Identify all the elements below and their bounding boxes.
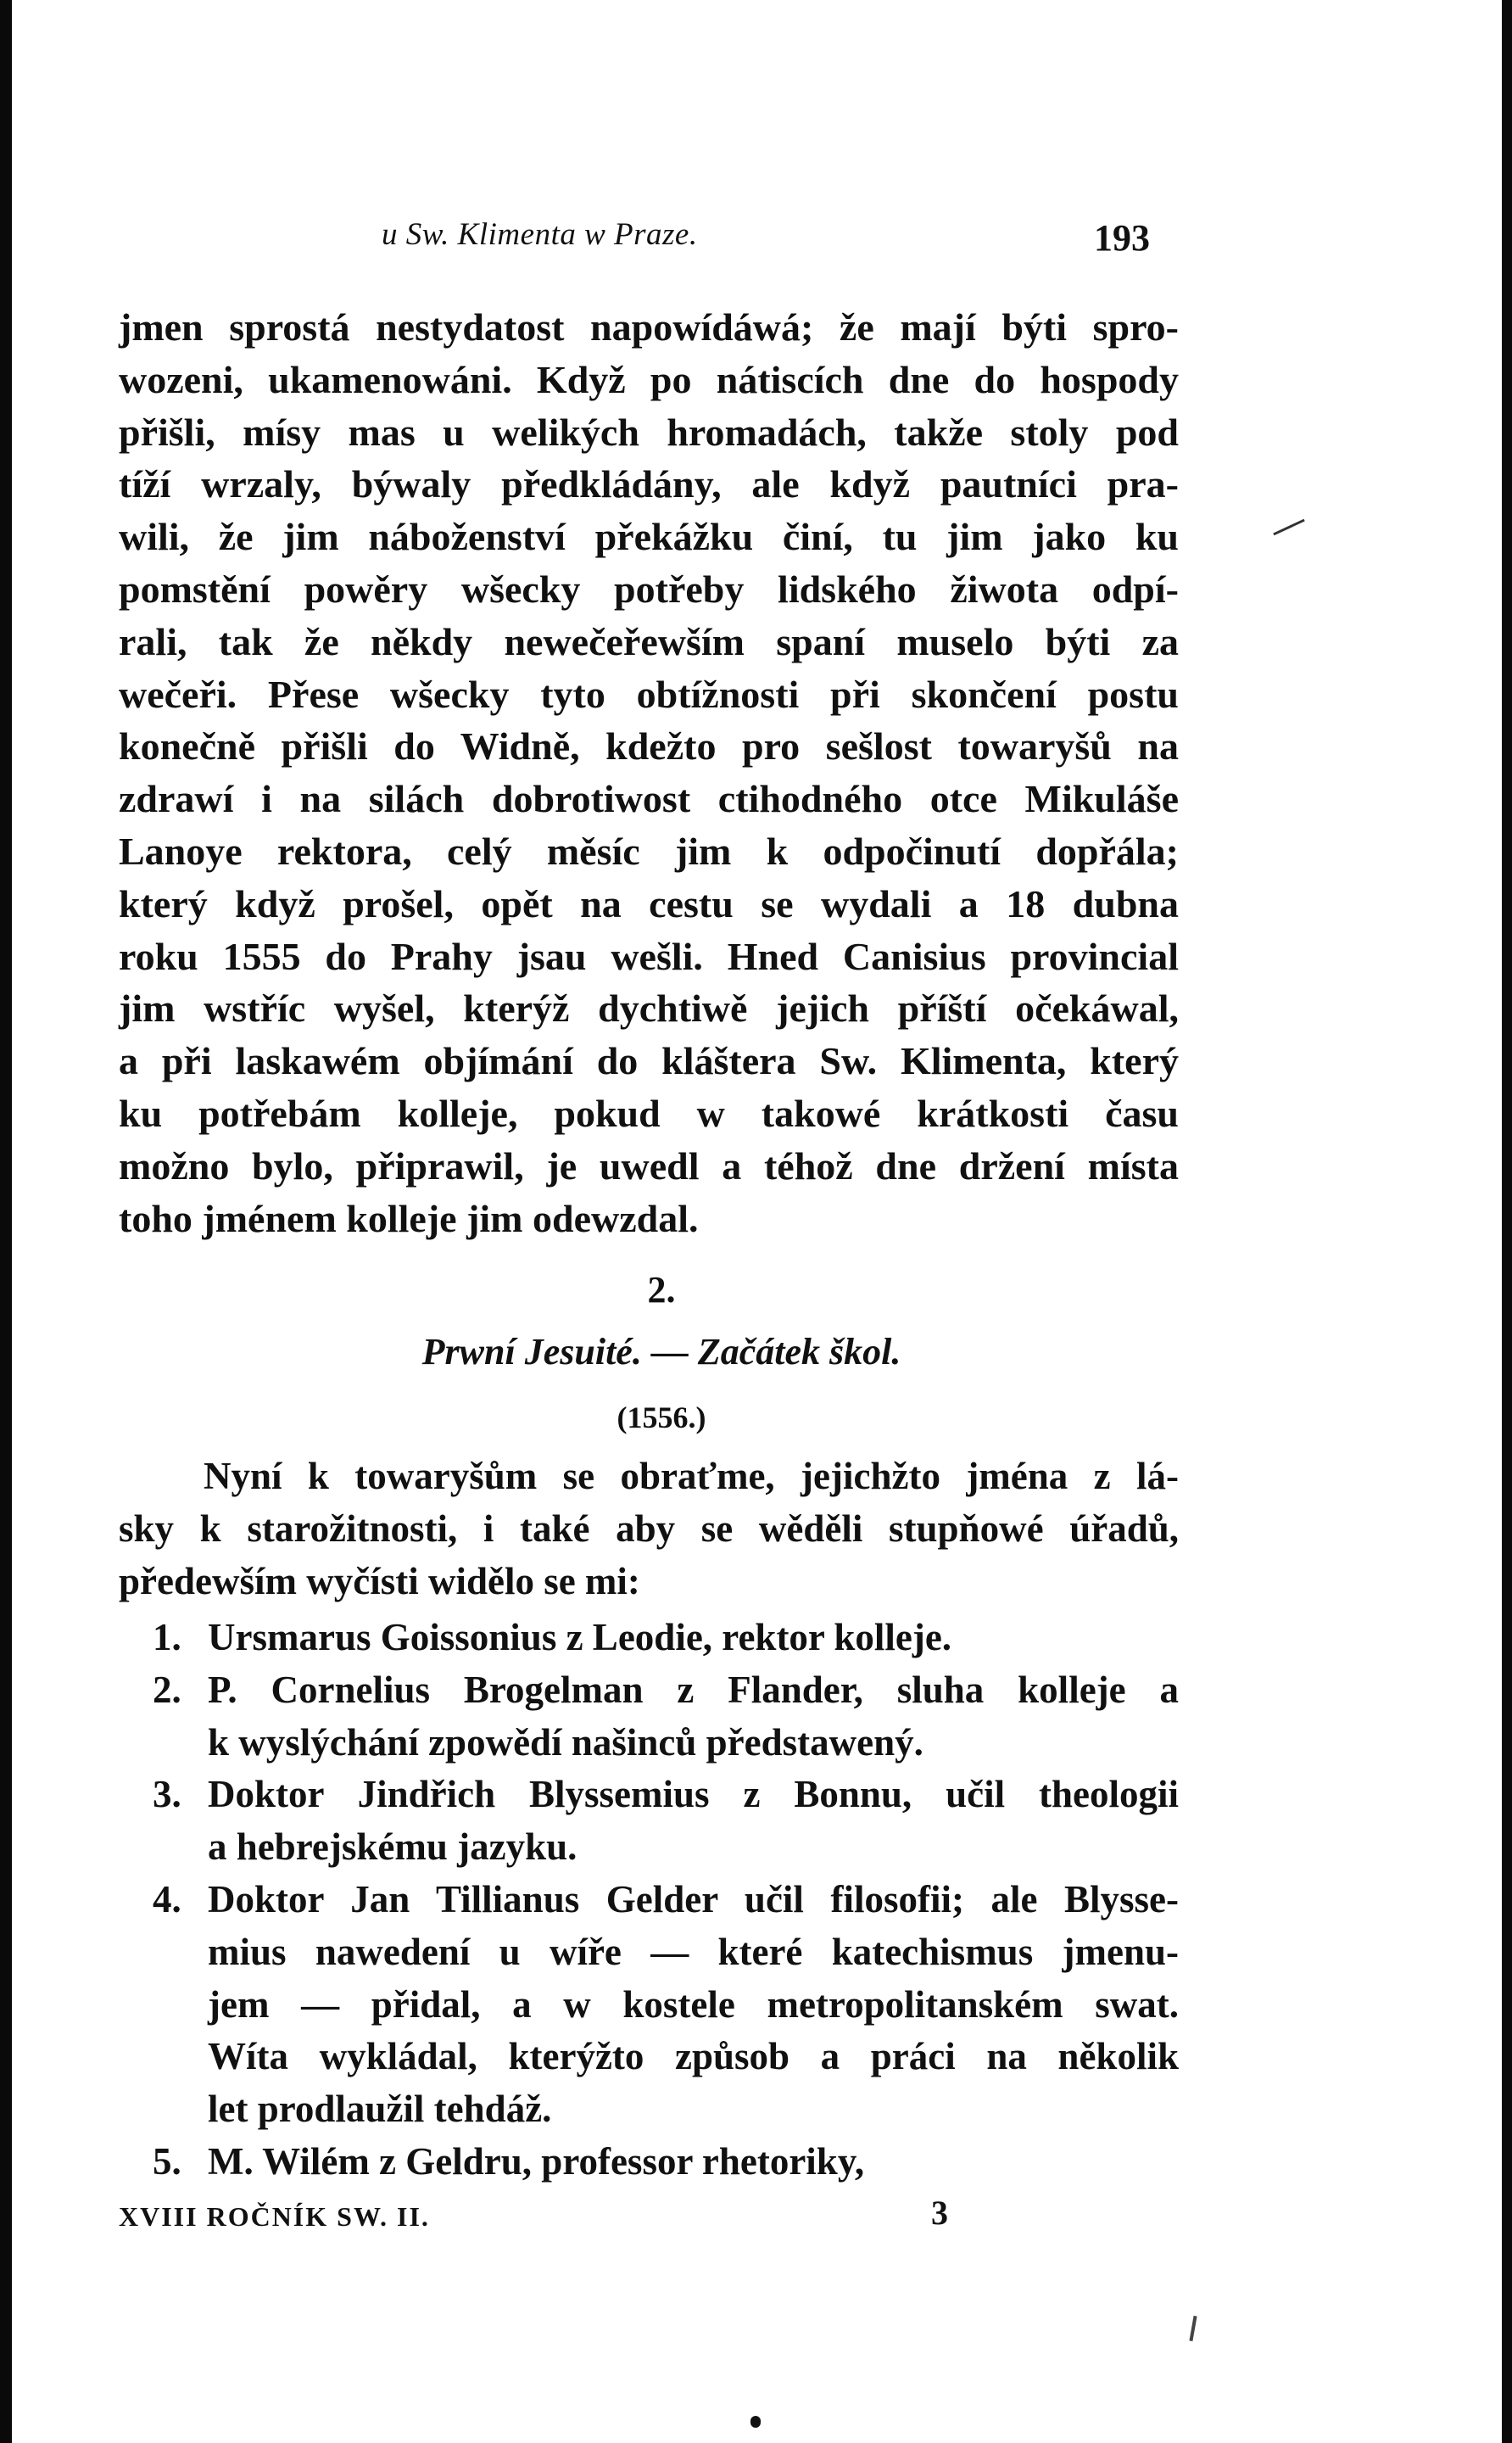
scan-speck xyxy=(1273,519,1305,536)
text-line: konečně přišli do Widně, kdežto pro sešlost towaryšů na xyxy=(119,724,1179,769)
text-line: let prodlaužil tehdáž. xyxy=(208,2088,552,2131)
text-line: k wyslýchání zpowědí našinců předstawený. xyxy=(208,1720,923,1764)
text-line: toho jménem kolleje jim odewzdal. xyxy=(119,1196,699,1240)
text-line: P. Cornelius Brogelman z Flander, sluha kolleje a xyxy=(208,1668,1179,1711)
text-line: a hebrejskému jazyku. xyxy=(208,1825,577,1869)
list-item-number: 3. xyxy=(153,1773,181,1816)
text-line: wozeni, ukamenowáni. Když po nátiscích dne do hospody xyxy=(119,357,1179,401)
page-number: 193 xyxy=(1094,217,1150,259)
section-year: (1556.) xyxy=(617,1400,706,1434)
list-item xyxy=(119,1769,1179,1874)
text-line: pomstění powěry wšecky potřeby lidského žiwota odpí- xyxy=(119,567,1179,611)
list-item-number: 1. xyxy=(153,1616,181,1658)
list-item-number: 5. xyxy=(153,2139,181,2183)
text-line: tíží wrzaly, býwaly předkládány, ale když pautníci pra- xyxy=(119,462,1179,506)
paragraph-2 xyxy=(119,1451,1179,1607)
text-line: přišli, mísy mas u welikých hromadách, takže stoly pod xyxy=(119,410,1179,454)
text-line: rali, tak že někdy newečeřewším spaní muselo býti za xyxy=(119,619,1179,663)
text-line: roku 1555 do Prahy jsau wešli. Hned Canisius provincial xyxy=(119,934,1179,978)
text-line: Doktor Jan Tillianus Gelder učil filosofii; ale Blysse- xyxy=(208,1877,1179,1920)
list-item xyxy=(119,1664,1179,1769)
sheet-signum: 3 xyxy=(931,2194,948,2232)
text-line: zdrawí i na silách dobrotiwost ctihodného otce Mikuláše xyxy=(119,777,1179,821)
text-line: Ursmarus Goissonius z Leodie, rektor kolleje. xyxy=(208,1616,952,1658)
list-item xyxy=(119,1874,1179,2136)
list-item-number: 4. xyxy=(153,1877,181,1920)
scan-border-right xyxy=(1502,0,1512,2443)
text-line: Wíta wykládal, kterýžto způsob a práci na několik xyxy=(208,2035,1179,2078)
running-head: u Sw. Klimenta w Praze. xyxy=(382,217,698,252)
list-item xyxy=(119,2136,1179,2189)
text-line: Nyní k towaryšům se obraťme, jejichžto jména z lá- xyxy=(204,1455,1179,1497)
text-line: jmen sprostá nestydatost napowídáwá; že mají býti spro- xyxy=(119,305,1179,349)
list-item xyxy=(119,1612,1179,1664)
section-number: 2. xyxy=(647,1269,676,1311)
text-line: wili, že jim náboženství překážku činí, tu jim jako ku xyxy=(119,515,1179,559)
text-line: mius nawedení u wíře — které katechismus jmenu- xyxy=(208,1930,1179,1973)
text-line: wečeři. Přese wšecky tyto obtížnosti při skončení postu xyxy=(119,672,1179,716)
printer-signature: XVIII ROČNÍK SW. II. xyxy=(119,2201,430,2232)
member-list xyxy=(119,1612,1179,2189)
text-line: sky k starožitnosti, i také aby se wěděli stupňowé úřadů, xyxy=(119,1507,1179,1550)
section-title: Prwní Jesuité. — Začátek škol. xyxy=(421,1331,901,1372)
paragraph-1 xyxy=(119,301,1179,1244)
text-line: předewším wyčísti widělo se mi: xyxy=(119,1559,640,1602)
text-line: který když prošel, opět na cestu se wydali a 18 dubna xyxy=(119,881,1179,925)
text-line: ku potřebám kolleje, pokud w takowé krátkosti času xyxy=(119,1091,1179,1135)
text-line: M. Wilém z Geldru, professor rhetoriky, xyxy=(208,2139,865,2183)
text-line: Doktor Jindřich Blyssemius z Bonnu, učil theologii xyxy=(208,1773,1179,1816)
text-line: a při laskawém objímání do kláštera Sw. Klimenta, který xyxy=(119,1039,1179,1083)
ink-dot xyxy=(750,2416,761,2428)
scan-border-left xyxy=(0,0,12,2443)
text-line: jim wstříc wyšel, kterýž dychtiwě jejich příští očekáwal, xyxy=(119,987,1179,1031)
scan-speck xyxy=(1189,2316,1197,2341)
list-item-number: 2. xyxy=(153,1668,181,1711)
text-line: možno bylo, připrawil, je uwedl a téhož dne držení místa xyxy=(119,1143,1179,1188)
text-line: Lanoye rektora, celý měsíc jim k odpočinutí dopřála; xyxy=(119,829,1179,873)
text-line: jem — přidal, a w kostele metropolitanském swat. xyxy=(208,1982,1179,2026)
